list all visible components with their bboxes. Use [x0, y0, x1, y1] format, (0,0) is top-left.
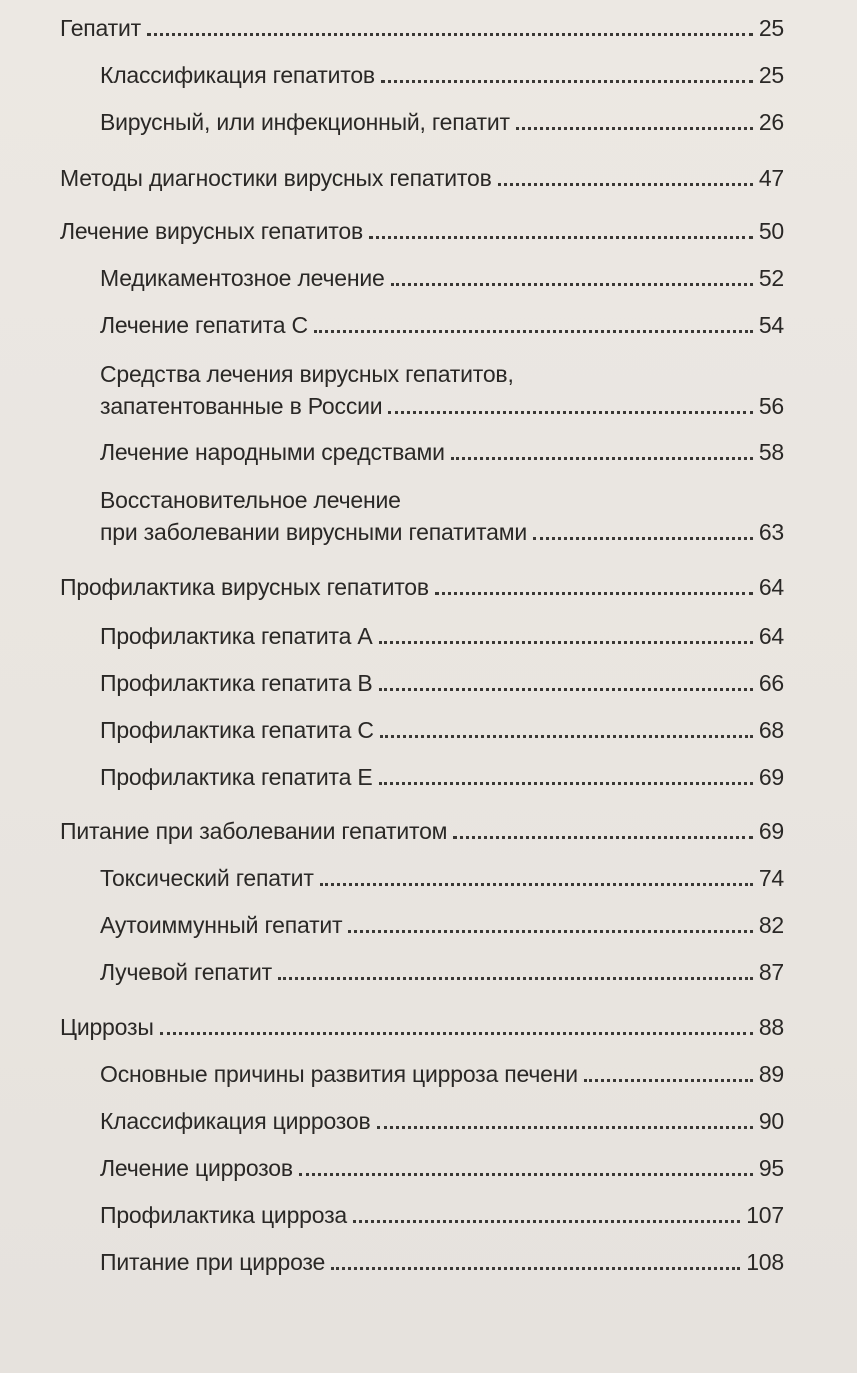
- toc-entry-title: Классификация циррозов: [100, 1108, 371, 1134]
- toc-page-number: 74: [758, 865, 784, 891]
- toc-leader-dots: [314, 330, 753, 333]
- toc-page-number: 52: [758, 265, 784, 291]
- toc-leader-dots: [147, 33, 753, 36]
- toc-entry-title: Лечение гепатита С: [100, 312, 308, 338]
- toc-entry: [60, 164, 784, 192]
- toc-entry: [60, 817, 784, 845]
- toc-page-number: 66: [758, 670, 784, 696]
- toc-entry-title: Лучевой гепатит: [100, 959, 272, 985]
- toc-page-number: 87: [758, 959, 784, 985]
- toc-leader-dots: [160, 1032, 753, 1035]
- toc-entry-title: Профилактика гепатита Е: [100, 764, 373, 790]
- toc-entry: [100, 911, 784, 939]
- toc-entry: [100, 669, 784, 697]
- toc-leader-dots: [299, 1173, 753, 1176]
- toc-entry: [100, 61, 784, 89]
- toc-entry: [60, 217, 784, 245]
- toc-page-number: 82: [758, 912, 784, 938]
- toc-leader-dots: [348, 930, 752, 933]
- toc-entry: [60, 14, 784, 42]
- toc-leader-dots: [435, 592, 753, 595]
- toc-entry-title: Аутоиммунный гепатит: [100, 912, 343, 938]
- toc-leader-dots: [391, 283, 753, 286]
- toc-entry: [100, 763, 784, 791]
- toc-entry: [60, 573, 784, 601]
- toc-leader-dots: [379, 688, 753, 691]
- toc-entry-row: [100, 392, 784, 420]
- toc-entry-title: Классификация гепатитов: [100, 62, 375, 88]
- toc-entry: [100, 311, 784, 339]
- toc-page-number: 25: [758, 15, 784, 41]
- toc-leader-dots: [516, 127, 753, 130]
- toc-entry: [100, 864, 784, 892]
- toc-entry-title-line1: Средства лечения вирусных гепатитов,: [100, 361, 514, 387]
- toc-entry: [100, 1107, 784, 1135]
- toc-entry-title: Лечение вирусных гепатитов: [60, 218, 363, 244]
- toc-leader-dots: [498, 183, 753, 186]
- toc-entry-title: Профилактика гепатита А: [100, 623, 373, 649]
- toc-leader-dots: [381, 80, 753, 83]
- toc-entry-title-line2: запатентованные в России: [100, 393, 383, 419]
- toc-entry: [100, 486, 784, 546]
- toc-leader-dots: [584, 1079, 753, 1082]
- toc-leader-dots: [379, 641, 753, 644]
- toc-leader-dots: [278, 977, 753, 980]
- toc-leader-dots: [388, 411, 752, 414]
- toc-leader-dots: [353, 1220, 740, 1223]
- toc-page-number: 108: [746, 1249, 784, 1275]
- toc-entry-title: Лечение циррозов: [100, 1155, 293, 1181]
- toc-entry-title: Питание при циррозе: [100, 1249, 326, 1275]
- toc-entry: [100, 438, 784, 466]
- toc-entry-title: Основные причины развития цирроза печени: [100, 1061, 578, 1087]
- toc-leader-dots: [379, 782, 753, 785]
- toc-page-number: 58: [758, 439, 784, 465]
- toc-entry-title: Гепатит: [60, 15, 141, 41]
- toc-entry: [60, 1013, 784, 1041]
- toc-entry-title: Токсический гепатит: [100, 865, 314, 891]
- toc-entry-title-line1: Восстановительное лечение: [100, 487, 401, 513]
- toc-page-number: 64: [758, 623, 784, 649]
- toc-entry-title: Циррозы: [60, 1014, 154, 1040]
- toc-page-number: 50: [758, 218, 784, 244]
- toc-leader-dots: [453, 836, 753, 839]
- toc-entry: [100, 360, 784, 420]
- toc-entry-title: Питание при заболевании гепатитом: [60, 818, 448, 844]
- toc-entry: [100, 1060, 784, 1088]
- toc-page-number: 69: [758, 818, 784, 844]
- toc-page-number: 47: [758, 165, 784, 191]
- toc-entry-title: Медикаментозное лечение: [100, 265, 385, 291]
- toc-page-number: 63: [758, 519, 784, 545]
- toc-leader-dots: [533, 537, 753, 540]
- toc-page-number: 68: [758, 717, 784, 743]
- toc-entry: [100, 1248, 784, 1276]
- toc-entry-title: Методы диагностики вирусных гепатитов: [60, 165, 492, 191]
- toc-entry: [100, 716, 784, 744]
- toc-leader-dots: [377, 1126, 753, 1129]
- toc-page-number: 107: [746, 1202, 784, 1228]
- toc-page-number: 89: [758, 1061, 784, 1087]
- toc-leader-dots: [451, 457, 753, 460]
- toc-page-number: 64: [758, 574, 784, 600]
- toc-page-number: 69: [758, 764, 784, 790]
- toc-entry-title: Лечение народными средствами: [100, 439, 445, 465]
- toc-page-number: 88: [758, 1014, 784, 1040]
- toc-entry: [100, 108, 784, 136]
- toc-page-number: 90: [758, 1108, 784, 1134]
- toc-page-number: 95: [758, 1155, 784, 1181]
- toc-entry: [100, 958, 784, 986]
- toc-entry-title: Профилактика гепатита В: [100, 670, 373, 696]
- toc-leader-dots: [331, 1267, 740, 1270]
- toc-entry: [100, 1201, 784, 1229]
- toc-entry-title-line2: при заболевании вирусными гепатитами: [100, 519, 527, 545]
- toc-entry-title: Профилактика гепатита С: [100, 717, 374, 743]
- toc-entry: [100, 264, 784, 292]
- toc-entry: [100, 622, 784, 650]
- toc-page-number: 56: [758, 393, 784, 419]
- toc-leader-dots: [380, 735, 753, 738]
- toc-entry-title: Профилактика цирроза: [100, 1202, 348, 1228]
- toc-leader-dots: [369, 236, 753, 239]
- toc-page-number: 26: [758, 109, 784, 135]
- toc-page-number: 25: [758, 62, 784, 88]
- toc-entry-title: Профилактика вирусных гепатитов: [60, 574, 429, 600]
- toc-entry-title: Вирусный, или инфекционный, гепатит: [100, 109, 510, 135]
- toc-leader-dots: [320, 883, 753, 886]
- toc-page-number: 54: [758, 312, 784, 338]
- toc-entry: [100, 1154, 784, 1182]
- toc-entry-row: [100, 518, 784, 546]
